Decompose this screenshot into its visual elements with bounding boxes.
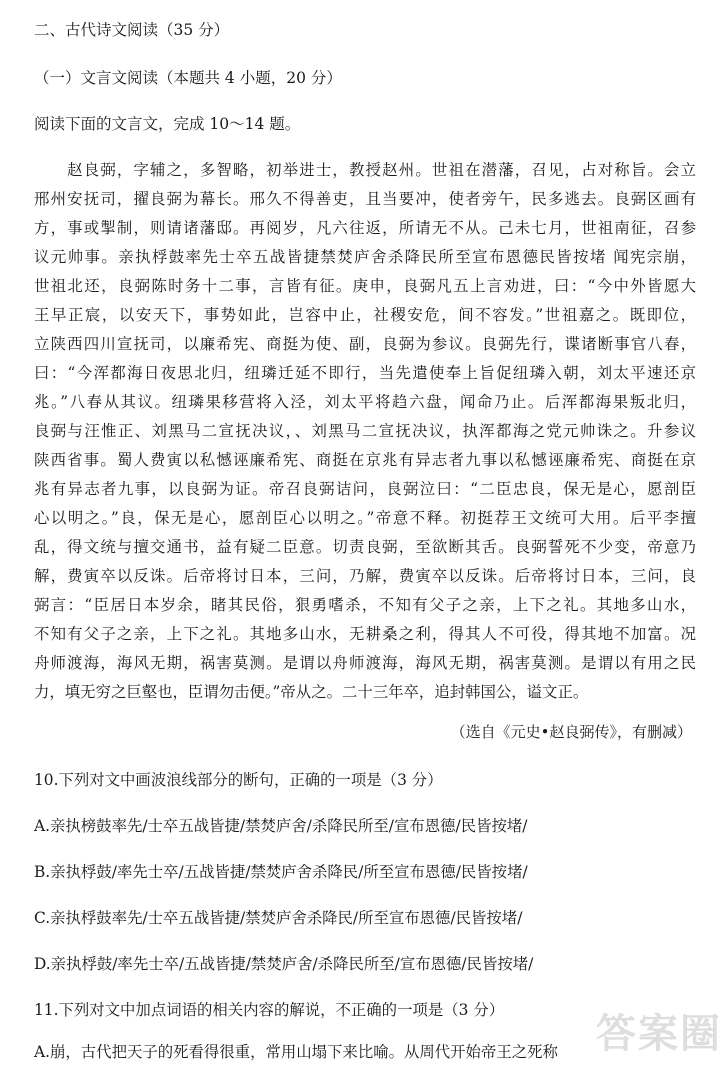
question-10-option-b: B.亲执桴鼓/率先士卒/五战皆捷/禁焚庐舍杀降民/所至宣布恩德/民皆按堵/ bbox=[34, 863, 528, 881]
passage-line: 解，费寅卒以反诛。后帝将讨日本，三问，乃解，费寅卒以反诛。后帝将讨日本，三问，良 bbox=[34, 567, 696, 585]
passage-line: 世祖北还，良弼陈时务十二事，言皆有征。庚申，良弼凡五上言劝进，曰：“今中外皆愿大 bbox=[34, 277, 696, 295]
passage-line: 良弼与汪惟正、刘黑马二宣抚决议，、刘黑马二宣抚决议，执浑都海之党元帅诛之。升参议 bbox=[34, 422, 696, 440]
question-11-option-a: A.崩，古代把天子的死看得很重，常用山塌下来比喻。从周代开始帝王之死称 bbox=[34, 1043, 558, 1061]
passage-line: 议元帅事。亲执桴鼓率先士卒五战皆捷禁焚庐舍杀降民所至宣布恩德民皆按堵 闻宪宗崩， bbox=[34, 248, 696, 266]
passage-line: 兆有异志者九事，以良弼为证。帝召良弼诘问，良弼泣曰：“二臣忠良，保无是心，愿剖臣 bbox=[34, 480, 696, 498]
passage-line: 方，事或掣制，则请诸藩邸。再阅岁，凡六往返，所请无不从。己未七月，世祖南征，召参 bbox=[34, 219, 696, 237]
source-citation: （选自《元史•赵良弼传》，有删减） bbox=[450, 723, 692, 741]
passage-line: 王早正宸，以安天下，事势如此，岂容中止，社稷安危，间不容发。”世祖嘉之。既即位， bbox=[34, 306, 696, 324]
passage-line: 兆。”八春从其议。纽璘果移营将入泾，刘太平将趋六盘，闻命乃止。后浑都海果叛北归， bbox=[34, 393, 696, 411]
question-10-option-d: D.亲执桴鼓/率先士卒/五战皆捷/禁焚庐舍/杀降民所至/宣布恩德/民皆按堵/ bbox=[34, 955, 534, 973]
passage-line: 邢州安抚司，擢良弼为幕长。邢久不得善吏，且当要冲，使者旁午，民多逃去。良弼区画有 bbox=[34, 190, 696, 208]
passage-line: 舟师渡海，海风无期，祸害莫测。是谓以舟师渡海，海风无期，祸害莫测。是谓以有用之民 bbox=[34, 654, 696, 672]
question-11-stem: 11.下列对文中加点词语的相关内容的解说，不正确的一项是（3 分） bbox=[34, 1001, 505, 1019]
instruction: 阅读下面的文言文，完成 10～14 题。 bbox=[34, 115, 301, 133]
passage-line: 心以明之。”良，保无是心，愿剖臣心以明之。”帝意不释。初挺荐王文统可大用。后平李擅 bbox=[34, 509, 696, 527]
passage-line: 弼言：“臣居日本岁余，睹其民俗，狠勇嗜杀，不知有父子之亲，上下之礼。其地多山水， bbox=[34, 596, 696, 614]
passage-line: 立陕西四川宣抚司，以廉希宪、商挺为使、副，良弼为参议。良弼先行，谍诸断事官八春， bbox=[34, 335, 696, 353]
watermark-logo: 答案圈 bbox=[596, 1011, 722, 1057]
passage-line: 陕西省事。蜀人费寅以私憾诬廉希宪、商挺在京兆有异志者九事以私憾诬廉希宪、商挺在京 bbox=[34, 451, 696, 469]
question-10-stem: 10.下列对文中画波浪线部分的断句，正确的一项是（3 分） bbox=[34, 771, 443, 789]
passage-line: 曰：“今浑都海日夜思北归，纽璘迁延不即行，当先遣使奉上旨促纽璘入朝，刘太平速还京 bbox=[34, 364, 696, 382]
passage-line: 乱，得文统与擅交通书，益有疑二臣意。切责良弼，至欲断其舌。良弼誓死不少变，帝意乃 bbox=[34, 538, 696, 556]
question-10-option-c: C.亲执桴鼓率先/士卒五战皆捷/禁焚庐舍杀降民/所至宣布恩德/民皆按堵/ bbox=[34, 909, 523, 927]
section-title: 二、古代诗文阅读（35 分） bbox=[34, 21, 230, 39]
passage-line: 力，填无穷之巨壑也，臣谓勿击便。”帝从之。二十三年卒，追封韩国公，谥文正。 bbox=[34, 683, 589, 701]
question-10-option-a: A.亲执榜鼓率先/士卒五战皆捷/禁焚庐舍/杀降民所至/宣布恩德/民皆按堵/ bbox=[34, 817, 528, 835]
passage-line: 不知有父子之亲，上下之礼。其地多山水，无耕桑之利，得其人不可役，得其地不加富。况 bbox=[34, 625, 696, 643]
subsection-title: （一）文言文阅读（本题共 4 小题，20 分） bbox=[34, 69, 342, 87]
passage-line: 赵良弼，字辅之，多智略，初举进士，教授赵州。世祖在潜藩，召见，占对称旨。会立 bbox=[34, 161, 696, 179]
